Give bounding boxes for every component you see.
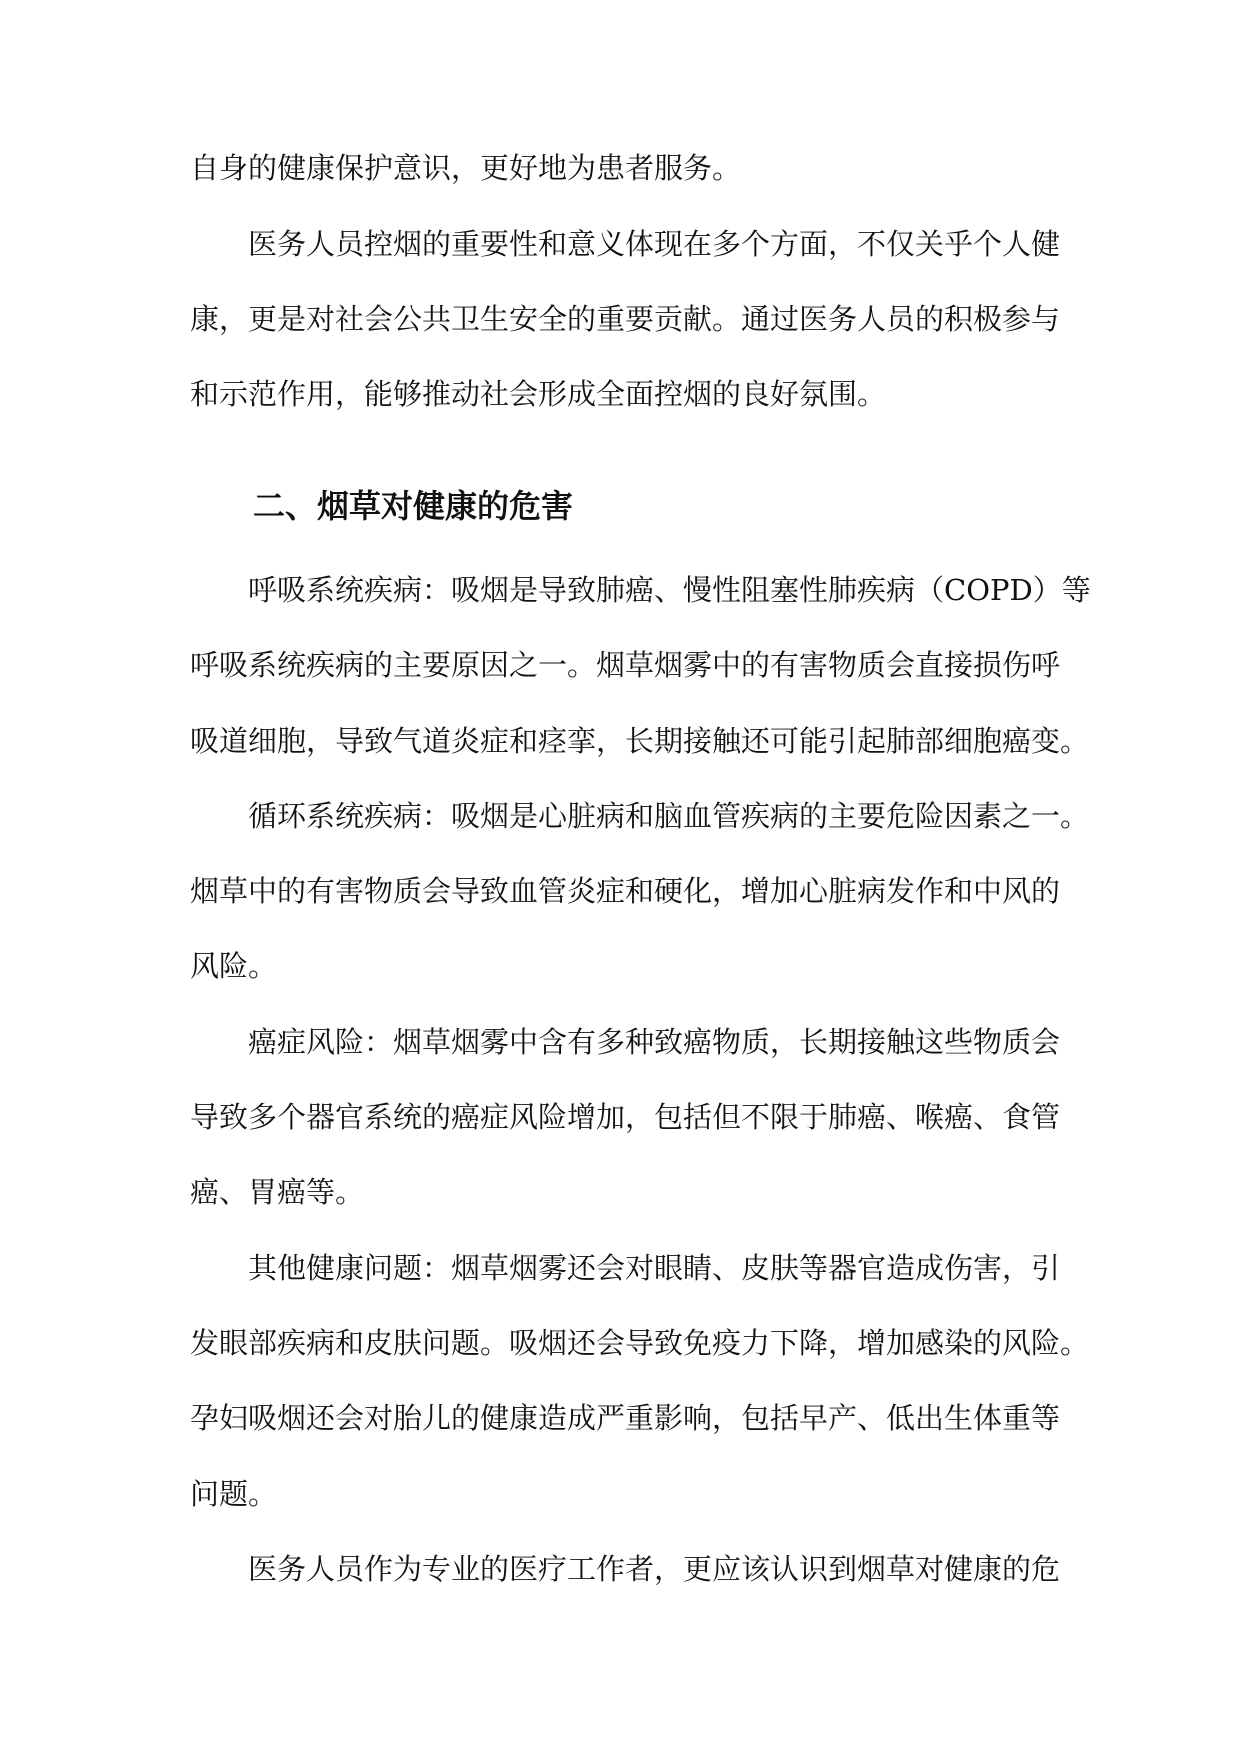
other-line-2: 发眼部疾病和皮肤问题。吸烟还会导致免疫力下降，增加感染的风险。 (190, 1326, 1090, 1360)
cancer-line-3: 癌、胃癌等。 (190, 1175, 365, 1209)
respiratory-line-3: 吸道细胞，导致气道炎症和痉挛，长期接触还可能引起肺部细胞癌变。 (190, 724, 1090, 758)
other-line-4: 问题。 (190, 1477, 278, 1511)
intro-tail-line-1: 自身的健康保护意识，更好地为患者服务。 (190, 151, 742, 185)
circulatory-line-1: 循环系统疾病：吸烟是心脏病和脑血管疾病的主要危险因素之一。 (248, 799, 1090, 833)
respiratory-line-1: 呼吸系统疾病：吸烟是导致肺癌、慢性阻塞性肺疾病（COPD）等 (248, 573, 1091, 607)
importance-line-3: 和示范作用，能够推动社会形成全面控烟的良好氛围。 (190, 377, 887, 411)
other-line-3: 孕妇吸烟还会对胎儿的健康造成严重影响，包括早产、低出生体重等 (190, 1401, 1061, 1435)
other-line-1: 其他健康问题：烟草烟雾还会对眼睛、皮肤等器官造成伤害，引 (248, 1251, 1061, 1285)
respiratory-line-2: 呼吸系统疾病的主要原因之一。烟草烟雾中的有害物质会直接损伤呼 (190, 648, 1061, 682)
importance-line-2: 康，更是对社会公共卫生安全的重要贡献。通过医务人员的积极参与 (190, 302, 1061, 336)
cancer-line-2: 导致多个器官系统的癌症风险增加，包括但不限于肺癌、喉癌、食管 (190, 1100, 1061, 1134)
cancer-line-1: 癌症风险：烟草烟雾中含有多种致癌物质，长期接触这些物质会 (248, 1025, 1061, 1059)
circulatory-line-2: 烟草中的有害物质会导致血管炎症和硬化，增加心脏病发作和中风的 (190, 874, 1061, 908)
importance-line-1: 医务人员控烟的重要性和意义体现在多个方面，不仅关乎个人健 (248, 227, 1061, 261)
closing-line-1: 医务人员作为专业的医疗工作者，更应该认识到烟草对健康的危 (248, 1552, 1061, 1586)
circulatory-line-3: 风险。 (190, 949, 278, 983)
section-heading: 二、烟草对健康的危害 (253, 487, 574, 525)
